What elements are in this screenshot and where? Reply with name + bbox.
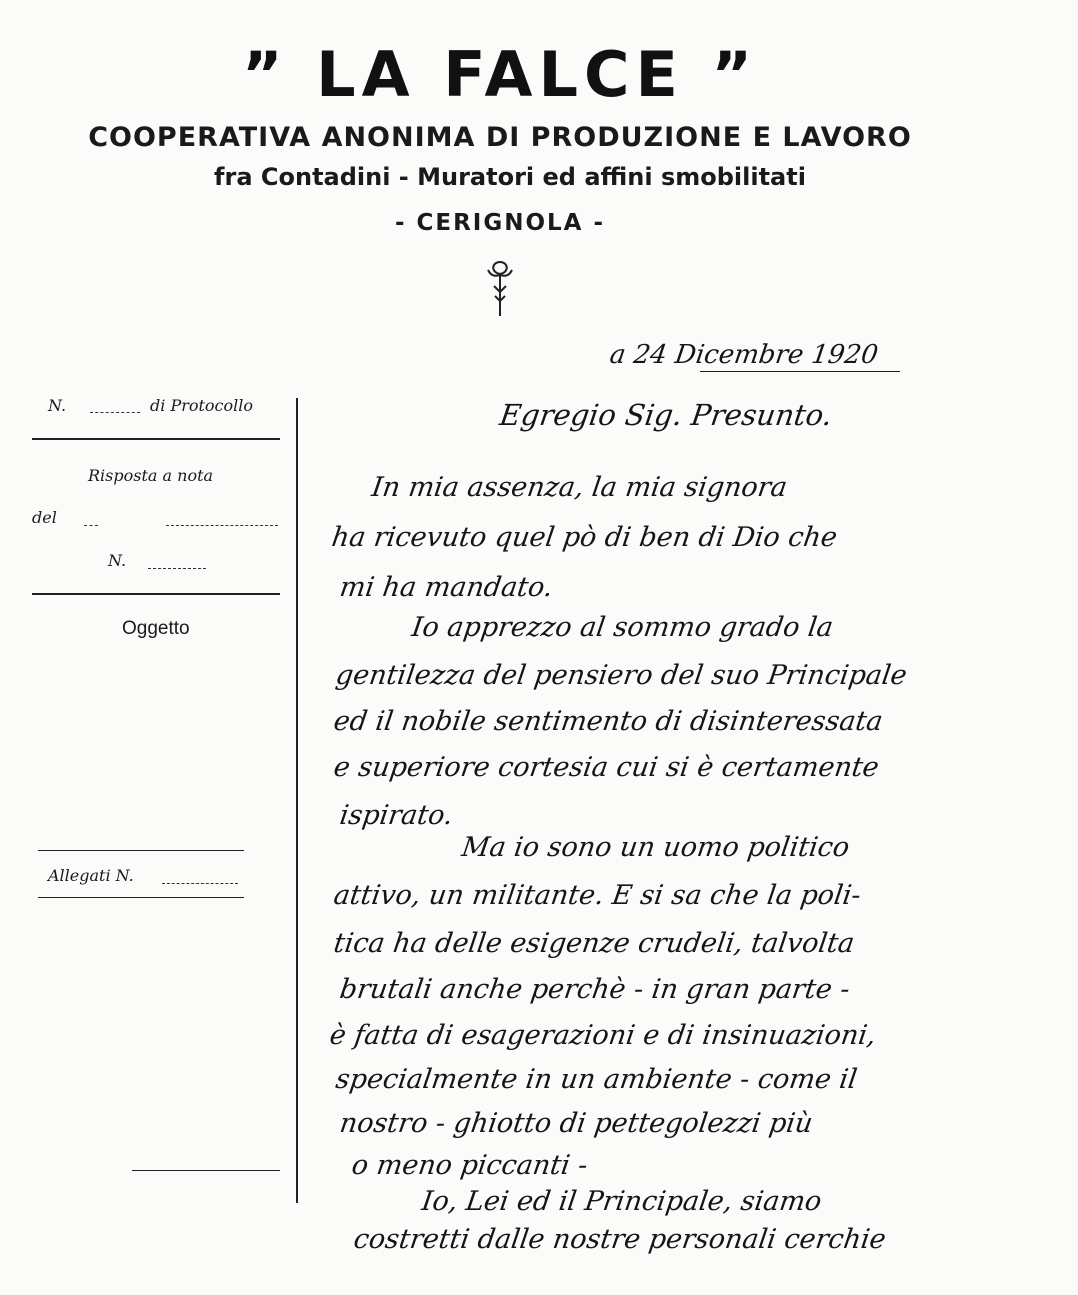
form-divider <box>132 1170 280 1171</box>
letter-line: mi ha mandato. <box>337 572 555 603</box>
letter-line: e superiore cortesia cui si è certamente <box>331 752 881 783</box>
letterhead-title: ” LA FALCE ” <box>241 38 759 111</box>
protocol-n-label: N. <box>48 396 67 415</box>
protocol-number-field <box>90 412 140 413</box>
form-divider <box>38 897 244 898</box>
protocol-label: di Protocollo <box>150 396 254 415</box>
salutation: Egregio Sig. Presunto. <box>497 398 835 432</box>
letterhead-members: fra Contadini - Muratori ed affini smobilitati <box>214 163 806 191</box>
letter-line: gentilezza del pensiero del suo Principale <box>333 660 909 691</box>
column-separator <box>296 398 298 1203</box>
letter-line: o meno piccanti - <box>349 1150 590 1181</box>
date-underline <box>700 371 900 372</box>
letter-line: ed il nobile sentimento di disinteressata <box>331 706 885 737</box>
letter-line: Ma io sono un uomo politico <box>459 832 852 863</box>
ornament-icon <box>480 258 520 320</box>
reply-number-field <box>148 568 206 569</box>
del-label: del <box>32 508 57 527</box>
subject-label: Oggetto <box>122 618 190 639</box>
letter-line: Io apprezzo al sommo grado la <box>409 612 836 643</box>
letter-line: ispirato. <box>337 800 455 831</box>
letter-line: In mia assenza, la mia signora <box>369 472 790 503</box>
letter-line: tica ha delle esigenze crudeli, talvolta <box>331 928 857 959</box>
form-divider <box>32 438 280 440</box>
letter-date: a 24 Dicembre 1920 <box>607 340 880 370</box>
letterhead-subtitle: COOPERATIVA ANONIMA DI PRODUZIONE E LAVORO <box>88 122 912 153</box>
attachments-label: Allegati N. <box>48 866 134 885</box>
reply-date-field <box>84 525 98 526</box>
letter-line: specialmente in un ambiente - come il <box>333 1064 860 1095</box>
letter-line: attivo, un militante. E si sa che la poli- <box>331 880 863 911</box>
letter-line: è fatta di esagerazioni e di insinuazioni, <box>327 1020 878 1051</box>
reply-date-field <box>166 525 278 526</box>
letter-line: Io, Lei ed il Principale, siamo <box>419 1186 824 1217</box>
letter-line: brutali anche perchè - in gran parte - <box>337 974 852 1005</box>
form-divider <box>32 593 280 595</box>
letter-line: ha ricevuto quel pò di ben di Dio che <box>329 522 840 553</box>
attachments-number-field <box>162 883 238 884</box>
reply-n-label: N. <box>108 551 127 570</box>
reply-label: Risposta a nota <box>88 466 214 485</box>
form-divider <box>38 850 244 851</box>
letter-line: costretti dalle nostre personali cerchie <box>351 1224 888 1255</box>
letter-line: nostro - ghiotto di pettegolezzi più <box>337 1108 815 1139</box>
letterhead-city: - CERIGNOLA - <box>394 210 606 236</box>
